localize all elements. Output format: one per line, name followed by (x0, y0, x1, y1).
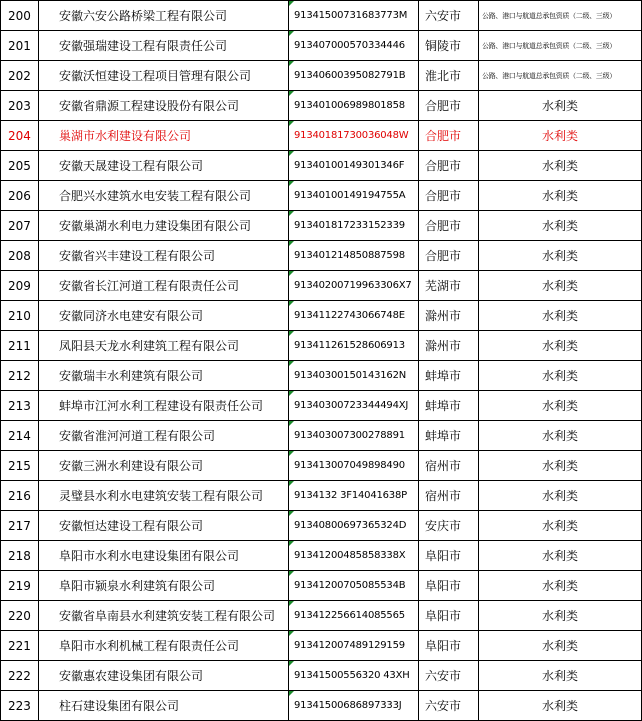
row-number: 223 (8, 698, 31, 713)
table-row (1, 91, 642, 121)
company-name: 凤阳县天龙水利建筑工程有限公司 (59, 339, 240, 353)
company-name-cell (39, 211, 289, 241)
row-number: 200 (8, 8, 31, 23)
category-cell (479, 211, 642, 241)
category: 水利类 (541, 309, 578, 323)
category: 水利类 (541, 519, 578, 533)
category-cell (479, 1, 642, 31)
cell-marker-icon (289, 511, 294, 516)
company-name-cell (39, 481, 289, 511)
category-cell (479, 361, 642, 391)
city-cell (419, 31, 479, 61)
category-cell (479, 511, 642, 541)
city: 阜阳市 (425, 639, 462, 653)
city-cell (419, 271, 479, 301)
category-cell (479, 391, 642, 421)
category: 水利类 (541, 339, 578, 353)
credit-code-cell (289, 481, 419, 511)
row-number: 222 (8, 668, 31, 683)
company-name-cell (39, 571, 289, 601)
company-name: 安徽强瑞建设工程有限责任公司 (59, 39, 228, 53)
company-name-cell (39, 541, 289, 571)
credit-code: 91340600395082791B (294, 70, 406, 81)
city: 阜阳市 (425, 549, 462, 563)
city-cell (419, 511, 479, 541)
company-name: 安徽天晟建设工程有限公司 (59, 159, 204, 173)
row-number-cell (1, 181, 39, 211)
credit-code-cell (289, 301, 419, 331)
cell-marker-icon (289, 361, 294, 366)
credit-code: 91341500731683773M (294, 10, 408, 21)
company-name: 阜阳市颍泉水利建筑有限公司 (59, 579, 216, 593)
cell-marker-icon (289, 1, 294, 6)
credit-code: 913401214850887598 (294, 250, 405, 261)
category-cell (479, 181, 642, 211)
row-number-cell (1, 271, 39, 301)
city: 合肥市 (425, 99, 462, 113)
category: 水利类 (541, 279, 578, 293)
company-name-cell (39, 1, 289, 31)
company-name: 巢湖市水利建设有限公司 (59, 129, 192, 143)
city: 蚌埠市 (425, 399, 462, 413)
row-number: 213 (8, 398, 31, 413)
category: 水利类 (541, 369, 578, 383)
credit-code-cell (289, 61, 419, 91)
city-cell (419, 691, 479, 721)
city: 合肥市 (425, 219, 462, 233)
city-cell (419, 61, 479, 91)
credit-code-cell (289, 121, 419, 151)
credit-code: 913403007300278891 (294, 430, 405, 441)
credit-code: 91341200485858338X (294, 550, 406, 561)
credit-code-cell (289, 511, 419, 541)
category: 水利类 (541, 639, 578, 653)
table-row (1, 631, 642, 661)
cell-marker-icon (289, 481, 294, 486)
credit-code: 91340200719963306X7 (294, 280, 412, 291)
row-number-cell (1, 631, 39, 661)
company-name: 安徽恒达建设工程有限公司 (59, 519, 204, 533)
credit-code: 91341500686897333J (294, 700, 402, 711)
cell-marker-icon (289, 31, 294, 36)
company-name-cell (39, 61, 289, 91)
city: 蚌埠市 (425, 429, 462, 443)
city-cell (419, 421, 479, 451)
city-cell (419, 631, 479, 661)
row-number-cell (1, 481, 39, 511)
row-number-cell (1, 31, 39, 61)
row-number: 201 (8, 38, 31, 53)
category-cell (479, 31, 642, 61)
category: 水利类 (541, 249, 578, 263)
row-number: 219 (8, 578, 31, 593)
table-row (1, 511, 642, 541)
city-cell (419, 451, 479, 481)
row-number: 206 (8, 188, 31, 203)
row-number-cell (1, 451, 39, 481)
row-number: 215 (8, 458, 31, 473)
company-name-cell (39, 241, 289, 271)
category: 水利类 (541, 219, 578, 233)
company-name: 柱石建设集团有限公司 (59, 699, 180, 713)
table-row (1, 661, 642, 691)
row-number-cell (1, 151, 39, 181)
company-name-cell (39, 31, 289, 61)
city-cell (419, 571, 479, 601)
cell-marker-icon (289, 241, 294, 246)
credit-code: 913412256614085565 (294, 610, 405, 621)
company-name-cell (39, 151, 289, 181)
row-number: 218 (8, 548, 31, 563)
table-row (1, 361, 642, 391)
cell-marker-icon (289, 121, 294, 126)
table-row (1, 151, 642, 181)
credit-code: 91340181730036048W (294, 130, 409, 141)
row-number: 214 (8, 428, 31, 443)
row-number: 211 (8, 338, 31, 353)
company-name: 安徽惠农建设集团有限公司 (59, 669, 204, 683)
row-number: 209 (8, 278, 31, 293)
category: 公路、港口与航道总承包资质（二级、三级） (482, 41, 616, 50)
table-row (1, 1, 642, 31)
company-name: 安徽巢湖水利电力建设集团有限公司 (59, 219, 252, 233)
credit-code: 913407000570334446 (294, 40, 405, 51)
cell-marker-icon (289, 601, 294, 606)
credit-code-cell (289, 691, 419, 721)
company-name: 灵璧县水利水电建筑安装工程有限公司 (59, 489, 264, 503)
city: 阜阳市 (425, 609, 462, 623)
company-name-cell (39, 301, 289, 331)
city: 六安市 (425, 699, 462, 713)
credit-code-cell (289, 31, 419, 61)
category-cell (479, 271, 642, 301)
row-number: 203 (8, 98, 31, 113)
category: 水利类 (541, 399, 578, 413)
category-cell (479, 121, 642, 151)
company-name: 阜阳市水利机械工程有限责任公司 (59, 639, 240, 653)
company-name-cell (39, 691, 289, 721)
row-number: 204 (8, 128, 31, 143)
credit-code-cell (289, 661, 419, 691)
cell-marker-icon (289, 541, 294, 546)
row-number-cell (1, 121, 39, 151)
category: 公路、港口与航道总承包资质（二级、三级） (482, 11, 616, 20)
table-row (1, 481, 642, 511)
cell-marker-icon (289, 151, 294, 156)
row-number-cell (1, 331, 39, 361)
city: 淮北市 (425, 69, 462, 83)
company-name: 安徽省淮河河道工程有限公司 (59, 429, 216, 443)
row-number-cell (1, 661, 39, 691)
category: 水利类 (541, 459, 578, 473)
city: 合肥市 (425, 159, 462, 173)
city: 滁州市 (425, 309, 462, 323)
city-cell (419, 91, 479, 121)
cell-marker-icon (289, 571, 294, 576)
table-row (1, 691, 642, 721)
category: 水利类 (541, 429, 578, 443)
row-number: 212 (8, 368, 31, 383)
category-cell (479, 421, 642, 451)
company-name: 安徽六安公路桥梁工程有限公司 (59, 9, 228, 23)
credit-code-cell (289, 331, 419, 361)
city-cell (419, 661, 479, 691)
cell-marker-icon (289, 301, 294, 306)
city: 宿州市 (425, 489, 462, 503)
credit-code-cell (289, 631, 419, 661)
cell-marker-icon (289, 211, 294, 216)
company-name-cell (39, 91, 289, 121)
credit-code: 913401817233152339 (294, 220, 405, 231)
cell-marker-icon (289, 61, 294, 66)
row-number: 205 (8, 158, 31, 173)
city-cell (419, 1, 479, 31)
credit-code: 913401006989801858 (294, 100, 405, 111)
category-cell (479, 151, 642, 181)
row-number-cell (1, 391, 39, 421)
table-row (1, 211, 642, 241)
category: 水利类 (541, 669, 578, 683)
category: 水利类 (541, 129, 578, 143)
category-cell (479, 331, 642, 361)
cell-marker-icon (289, 91, 294, 96)
city: 合肥市 (425, 129, 462, 143)
category: 公路、港口与航道总承包资质（二级、三级） (482, 71, 616, 80)
table-row (1, 121, 642, 151)
city-cell (419, 541, 479, 571)
company-name-cell (39, 271, 289, 301)
table-row (1, 181, 642, 211)
category-cell (479, 571, 642, 601)
row-number-cell (1, 601, 39, 631)
cell-marker-icon (289, 331, 294, 336)
table-row (1, 451, 642, 481)
credit-code-cell (289, 421, 419, 451)
credit-code-cell (289, 91, 419, 121)
table-row (1, 271, 642, 301)
credit-code-cell (289, 151, 419, 181)
city: 滁州市 (425, 339, 462, 353)
credit-code-cell (289, 571, 419, 601)
category: 水利类 (541, 609, 578, 623)
category: 水利类 (541, 489, 578, 503)
cell-marker-icon (289, 181, 294, 186)
table-row (1, 541, 642, 571)
category-cell (479, 601, 642, 631)
city-cell (419, 181, 479, 211)
credit-code: 913411261528606913 (294, 340, 405, 351)
category: 水利类 (541, 579, 578, 593)
table-row (1, 241, 642, 271)
credit-code: 913412007489129159 (294, 640, 405, 651)
city-cell (419, 301, 479, 331)
row-number-cell (1, 61, 39, 91)
company-name: 安徽三洲水利建设有限公司 (59, 459, 204, 473)
credit-code: 91341500556320 43XH (294, 670, 410, 681)
city: 六安市 (425, 669, 462, 683)
city: 芜湖市 (425, 279, 462, 293)
row-number-cell (1, 211, 39, 241)
company-name-cell (39, 601, 289, 631)
category: 水利类 (541, 189, 578, 203)
category: 水利类 (541, 99, 578, 113)
city: 宿州市 (425, 459, 462, 473)
row-number: 216 (8, 488, 31, 503)
city-cell (419, 481, 479, 511)
table-row (1, 301, 642, 331)
category-cell (479, 301, 642, 331)
credit-code: 9134132 3F14041638P (294, 490, 407, 501)
table-row (1, 61, 642, 91)
row-number: 217 (8, 518, 31, 533)
row-number-cell (1, 301, 39, 331)
company-name-cell (39, 331, 289, 361)
row-number: 202 (8, 68, 31, 83)
row-number: 207 (8, 218, 31, 233)
credit-code: 91341122743066748E (294, 310, 405, 321)
table-row (1, 571, 642, 601)
cell-marker-icon (289, 631, 294, 636)
table-row (1, 31, 642, 61)
category: 水利类 (541, 549, 578, 563)
credit-code: 91341200705085534B (294, 580, 406, 591)
company-name: 安徽瑞丰水利建筑有限公司 (59, 369, 204, 383)
city: 铜陵市 (425, 39, 462, 53)
row-number-cell (1, 421, 39, 451)
table-row (1, 421, 642, 451)
row-number-cell (1, 241, 39, 271)
category-cell (479, 481, 642, 511)
credit-code-cell (289, 211, 419, 241)
table-row (1, 601, 642, 631)
company-name: 安徽同济水电建安有限公司 (59, 309, 204, 323)
cell-marker-icon (289, 691, 294, 696)
city: 蚌埠市 (425, 369, 462, 383)
category-cell (479, 541, 642, 571)
credit-code-cell (289, 361, 419, 391)
company-name: 蚌埠市江河水利工程建设有限责任公司 (59, 399, 264, 413)
company-name: 安徽沃恒建设工程项目管理有限公司 (59, 69, 252, 83)
cell-marker-icon (289, 391, 294, 396)
row-number: 210 (8, 308, 31, 323)
table-row (1, 391, 642, 421)
category-cell (479, 691, 642, 721)
credit-code-cell (289, 181, 419, 211)
row-number-cell (1, 691, 39, 721)
row-number: 221 (8, 638, 31, 653)
credit-code-cell (289, 451, 419, 481)
city: 六安市 (425, 9, 462, 23)
city-cell (419, 601, 479, 631)
row-number-cell (1, 511, 39, 541)
company-name-cell (39, 181, 289, 211)
company-name: 合肥兴水建筑水电安装工程有限公司 (59, 189, 252, 203)
row-number: 220 (8, 608, 31, 623)
company-name: 安徽省兴丰建设工程有限公司 (59, 249, 216, 263)
credit-code-cell (289, 391, 419, 421)
credit-code: 913413007049898490 (294, 460, 405, 471)
cell-marker-icon (289, 271, 294, 276)
city: 阜阳市 (425, 579, 462, 593)
company-name-cell (39, 511, 289, 541)
row-number: 208 (8, 248, 31, 263)
city-cell (419, 361, 479, 391)
category-cell (479, 631, 642, 661)
company-name: 安徽省阜南县水利建筑安装工程有限公司 (59, 609, 276, 623)
cell-marker-icon (289, 661, 294, 666)
city-cell (419, 151, 479, 181)
category-cell (479, 91, 642, 121)
credit-code: 91340800697365324D (294, 520, 407, 531)
company-name-cell (39, 121, 289, 151)
credit-code-cell (289, 271, 419, 301)
company-name: 安徽省长江河道工程有限责任公司 (59, 279, 240, 293)
category: 水利类 (541, 159, 578, 173)
row-number-cell (1, 91, 39, 121)
credit-code: 91340100149194755A (294, 190, 406, 201)
company-name-cell (39, 631, 289, 661)
row-number-cell (1, 361, 39, 391)
city-cell (419, 211, 479, 241)
city-cell (419, 241, 479, 271)
category-cell (479, 661, 642, 691)
credit-code-cell (289, 1, 419, 31)
category: 水利类 (541, 699, 578, 713)
row-number-cell (1, 571, 39, 601)
company-name-cell (39, 421, 289, 451)
company-name-cell (39, 451, 289, 481)
company-name-cell (39, 361, 289, 391)
row-number-cell (1, 541, 39, 571)
city: 合肥市 (425, 249, 462, 263)
category-cell (479, 241, 642, 271)
table-row (1, 331, 642, 361)
credit-code: 91340100149301346F (294, 160, 405, 171)
category-cell (479, 451, 642, 481)
company-name-cell (39, 391, 289, 421)
city-cell (419, 391, 479, 421)
city-cell (419, 331, 479, 361)
category-cell (479, 61, 642, 91)
city-cell (419, 121, 479, 151)
credit-code-cell (289, 601, 419, 631)
row-number-cell (1, 1, 39, 31)
credit-code-cell (289, 541, 419, 571)
company-name: 阜阳市水利水电建设集团有限公司 (59, 549, 240, 563)
table-body (1, 1, 642, 721)
cell-marker-icon (289, 451, 294, 456)
company-name: 安徽省鼎源工程建设股份有限公司 (59, 99, 240, 113)
city: 安庆市 (425, 519, 462, 533)
credit-code-cell (289, 241, 419, 271)
company-name-cell (39, 661, 289, 691)
city: 合肥市 (425, 189, 462, 203)
cell-marker-icon (289, 421, 294, 426)
credit-code: 91340300150143162N (294, 370, 407, 381)
credit-code: 91340300723344494XJ (294, 400, 409, 411)
